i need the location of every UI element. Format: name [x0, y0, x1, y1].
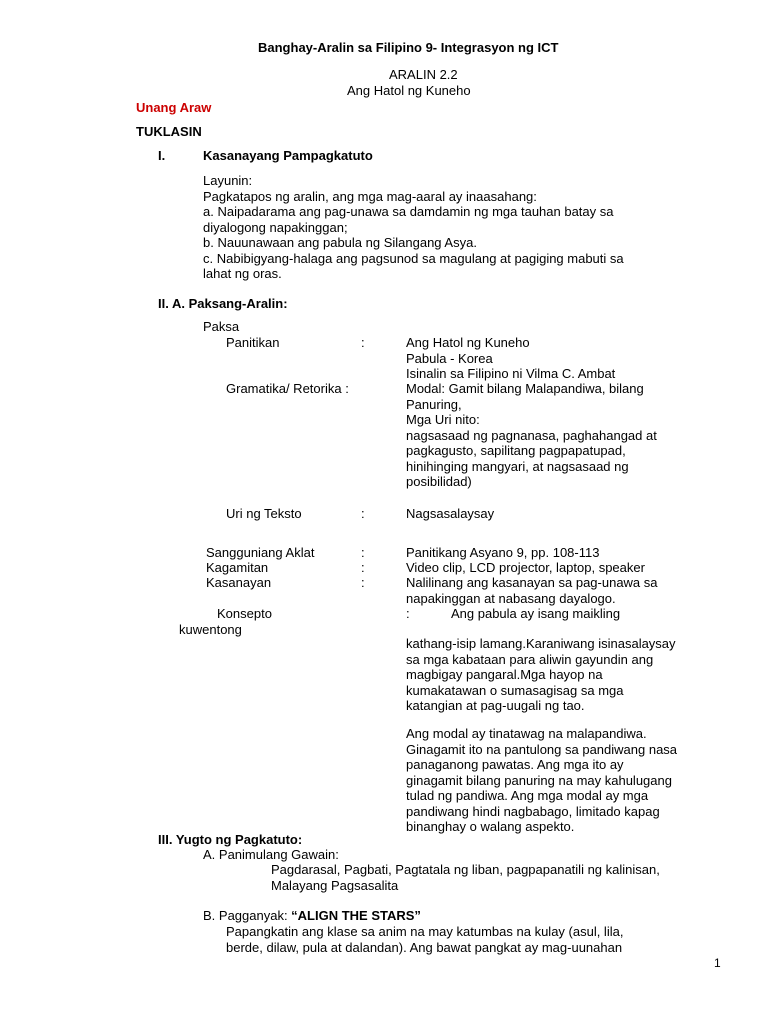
section-1-numeral: I. [158, 148, 166, 163]
objectives-line: Layunin: [203, 173, 253, 188]
step-b-activity-title: “ALIGN THE STARS” [291, 908, 421, 923]
konsepto-line: tulad ng pandiwa. Ang mga modal ay mga [406, 788, 649, 803]
section-2-title: II. A. Paksang-Aralin: [158, 296, 288, 311]
objectives-line: c. Nabibigyang-halaga ang pagsunod sa magulang at pagiging mabuti sa [203, 250, 624, 266]
panitikan-value: Isinalin sa Filipino ni Vilma C. Ambat [406, 366, 616, 381]
konsepto-line: katangian at pag-uugali ng tao. [406, 698, 585, 713]
konsepto-line: magbigay pangaral.Mga hayop na [406, 667, 603, 682]
gramatika-value: nagsasaad ng pagnanasa, paghahangad at [406, 427, 657, 443]
kasanayan-label: Kasanayan [206, 575, 272, 590]
panitikan-value: Pabula - Korea [406, 350, 493, 366]
konsepto-label: Konsepto [217, 606, 272, 621]
konsepto-paragraph-1 [406, 636, 676, 714]
section-3-title: III. Yugto ng Pagkatuto: [158, 832, 303, 847]
objectives-line: diyalogong napakinggan; [203, 219, 348, 235]
step-a-lines [271, 862, 660, 893]
section-1-title: Kasanayang Pampagkatuto [203, 148, 373, 163]
objectives-line: Pagkatapos ng aralin, ang mga mag-aaral ay inaasahang: [203, 188, 537, 204]
step-a-label: A. Panimulang Gawain: [203, 847, 339, 862]
lesson-number: ARALIN 2.2 [389, 67, 458, 82]
document-title: Banghay-Aralin sa Filipino 9- Integrasyon ng ICT [258, 40, 559, 55]
konsepto-colon: : [406, 606, 410, 621]
uri-colon: : [361, 506, 365, 521]
konsepto-line: kumakatawan o sumasagisag sa mga [406, 682, 624, 698]
step-b-lines [226, 924, 623, 955]
step-b-heading [203, 908, 421, 923]
objectives-line: lahat ng oras. [203, 266, 282, 281]
lesson-title: Ang Hatol ng Kuneho [347, 83, 471, 98]
konsepto-line: pandiwang hindi nagbabago, limitado kapag [406, 803, 660, 819]
konsepto-wrap-word: kuwentong [179, 622, 242, 637]
sanggunian-colon: : [361, 545, 365, 560]
konsepto-line: Ginagamit ito na pantulong sa pandiwang nasa [406, 741, 678, 757]
kagamitan-colon: : [361, 560, 365, 575]
gramatika-value: posibilidad) [406, 474, 472, 489]
gramatika-values [406, 381, 657, 490]
objectives-line: b. Nauunawaan ang pabula ng Silangang Asya. [203, 235, 477, 250]
kasanayan-values [406, 575, 658, 606]
step-a-line: Pagdarasal, Pagbati, Pagtatala ng liban, pagpapanatili ng kalinisan, [271, 862, 660, 877]
objectives-block [203, 173, 624, 282]
gramatika-label: Gramatika/ Retorika : [226, 381, 349, 396]
step-b-line: berde, dilaw, pula at dalandan). Ang bawat pangkat ay mag-uunahan [226, 939, 623, 955]
uri-label: Uri ng Teksto [226, 506, 302, 521]
step-a-line: Malayang Pagsasalita [271, 877, 399, 893]
konsepto-line: sa mga kabataan para aliwin gayundin ang [406, 651, 654, 667]
gramatika-value: pagkagusto, sapilitang pagpapatupad, [406, 443, 626, 458]
gramatika-value: hinihinging mangyari, at nagsasaad ng [406, 458, 629, 474]
objectives-line: a. Naipadarama ang pag-unawa sa damdamin ng mga tauhan batay sa [203, 204, 614, 219]
konsepto-line: Ang modal ay tinatawag na malapandiwa. [406, 726, 647, 741]
paksa-label: Paksa [203, 319, 240, 334]
konsepto-line: panaganong pawatas. Ang mga ito ay [406, 757, 624, 772]
panitikan-colon: : [361, 335, 365, 350]
konsepto-line: kathang-isip lamang.Karaniwang isinasalaysay [406, 636, 676, 651]
phase-label: TUKLASIN [136, 124, 202, 139]
gramatika-value: Panuring, [406, 396, 462, 412]
panitikan-label: Panitikan [226, 335, 280, 350]
gramatika-value: Mga Uri nito: [406, 412, 480, 427]
konsepto-first-line: Ang pabula ay isang maikling [451, 606, 621, 621]
uri-value: Nagsasalaysay [406, 506, 495, 521]
konsepto-line: binanghay o walang aspekto. [406, 819, 575, 834]
page-number: 1 [714, 956, 721, 970]
kasanayan-value: Nalilinang ang kasanayan sa pag-unawa sa [406, 575, 658, 590]
panitikan-values [406, 335, 615, 382]
kagamitan-label: Kagamitan [206, 560, 269, 575]
kasanayan-colon: : [361, 575, 365, 590]
kagamitan-value: Video clip, LCD projector, laptop, speaker [406, 560, 645, 575]
konsepto-paragraph-2 [406, 726, 677, 835]
sanggunian-label: Sangguniang Aklat [206, 545, 315, 560]
gramatika-value: Modal: Gamit bilang Malapandiwa, bilang [406, 381, 644, 396]
konsepto-line: ginagamit bilang panuring na may kahulugang [406, 772, 672, 788]
sanggunian-value: Panitikang Asyano 9, pp. 108-113 [406, 545, 600, 560]
day-label: Unang Araw [136, 100, 212, 115]
kasanayan-value: napakinggan at nabasang dayalogo. [406, 590, 616, 606]
step-b-label: B. Pagganyak: [203, 908, 292, 923]
panitikan-value: Ang Hatol ng Kuneho [406, 335, 530, 350]
step-b-line: Papangkatin ang klase sa anim na may katumbas na kulay (asul, lila, [226, 924, 624, 939]
